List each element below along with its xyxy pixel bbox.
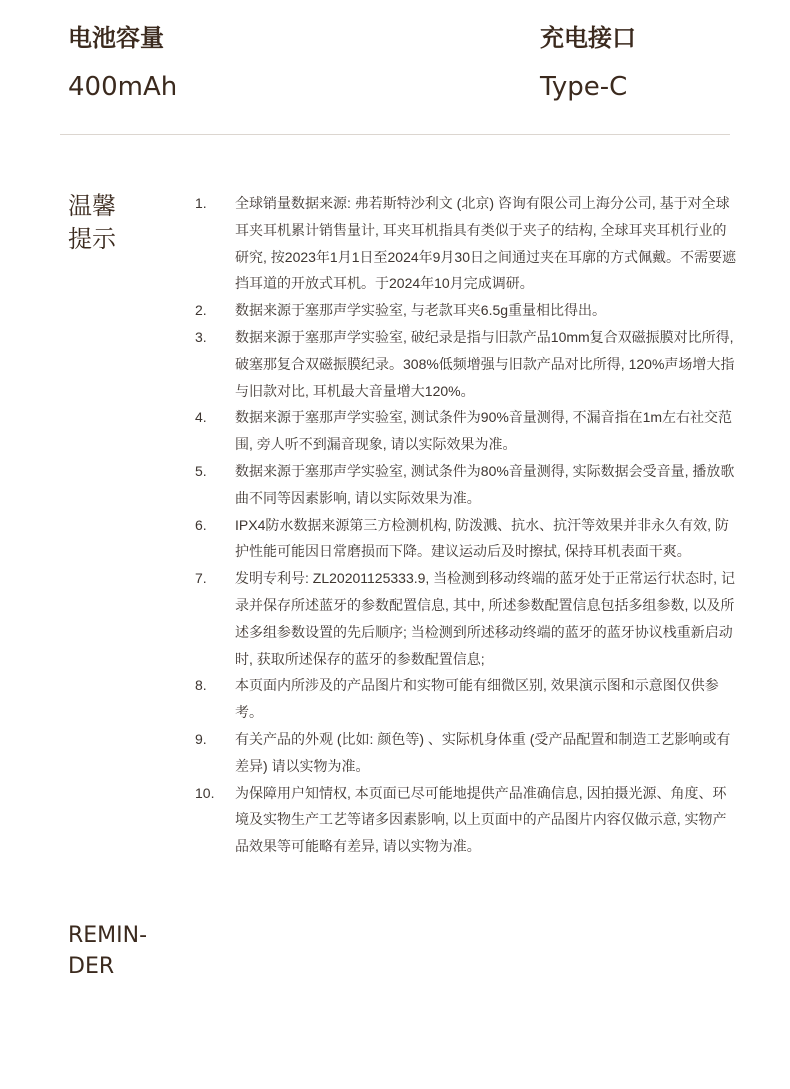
spec-charging-value: Type-C bbox=[540, 72, 628, 102]
notice-item-number: 1. bbox=[195, 195, 207, 211]
notice-item-text: IPX4防水数据来源第三方检测机构, 防泼溅、抗水、抗汗等效果并非永久有效, 防护性能可能因日常磨损而下降。建议运动后及时擦拭, 保持耳机表面干爽。 bbox=[235, 516, 729, 560]
notice-item-number: 2. bbox=[195, 302, 207, 319]
spec-battery-title: 电池容量 bbox=[68, 24, 164, 52]
notice-item bbox=[195, 780, 740, 860]
notice-item-text: 全球销量数据来源: 弗若斯特沙利文 (北京) 咨询有限公司上海分公司, 基于对全球耳夹耳机累计销售量计, 耳夹耳机指具有类似于夹子的结构, 全球耳夹耳机行业的研究, 按2023年1月1日至2024年9月30日之间通过夹在耳廓的方式佩戴。不需要遮挡耳道的开放式耳机。于2024年10月完成调研。 bbox=[235, 195, 736, 292]
notice-item-text: 有关产品的外观 (比如: 颜色等) 、实际机身体重 (受产品配置和制造工艺影响或有差异) 请以实物为准。 bbox=[235, 730, 731, 774]
spec-charging bbox=[540, 22, 636, 104]
notice-item bbox=[195, 324, 740, 404]
notice-item bbox=[195, 458, 740, 512]
notice-item-text: 本页面内所涉及的产品图片和实物可能有细微区别, 效果演示图和示意图仅供参考。 bbox=[235, 677, 719, 721]
notice-item-number: 10. bbox=[195, 784, 215, 801]
notice-item bbox=[195, 190, 740, 297]
notice-item-number: 9. bbox=[195, 730, 207, 747]
reminder-heading bbox=[68, 920, 147, 982]
notice-item bbox=[195, 404, 740, 458]
notice-item-number: 5. bbox=[195, 462, 207, 479]
notice-title-line1: 温馨 bbox=[68, 192, 116, 220]
notice-item bbox=[195, 297, 740, 324]
notice-item bbox=[195, 672, 740, 726]
reminder-line1: REMIN- bbox=[68, 923, 148, 948]
spec-charging-title: 充电接口 bbox=[540, 24, 636, 52]
spec-battery bbox=[68, 22, 177, 104]
notice-item-text: 数据来源于塞那声学实验室, 破纪录是指与旧款产品10mm复合双磁振膜对比所得, 破塞那复合双磁振膜纪录。308%低频增强与旧款产品对比所得, 120%声场增大指与旧款对比, 耳机最大音量增大120%。 bbox=[235, 328, 735, 399]
notice-title-line2: 提示 bbox=[68, 225, 116, 253]
notice-item-number: 7. bbox=[195, 570, 207, 587]
notice-item-text: 数据来源于塞那声学实验室, 测试条件为80%音量测得, 实际数据会受音量, 播放歌曲不同等因素影响, 请以实际效果为准。 bbox=[235, 462, 735, 506]
notice-item-number: 3. bbox=[195, 328, 207, 345]
notice-title bbox=[68, 190, 138, 256]
notice-item bbox=[195, 512, 740, 566]
notice-item-number: 4. bbox=[195, 409, 207, 426]
divider bbox=[60, 134, 730, 135]
reminder-line2: DER bbox=[68, 954, 115, 979]
notice-list bbox=[195, 190, 740, 860]
notice-item-text: 发明专利号: ZL20201125333.9, 当检测到移动终端的蓝牙处于正常运行状态时, 记录并保存所述蓝牙的参数配置信息, 其中, 所述参数配置信息包括多组参数, 以及所述多组参数设置的先后顺序; 当检测到所述移动终端的蓝牙的蓝牙协议栈重新启动时, 获取所述保存的蓝牙的参数配置信息; bbox=[235, 570, 735, 667]
notice-item bbox=[195, 565, 740, 672]
notice-item bbox=[195, 726, 740, 780]
notice-item-number: 8. bbox=[195, 677, 207, 694]
spec-battery-value: 400mAh bbox=[68, 72, 178, 102]
notice-item-text: 数据来源于塞那声学实验室, 与老款耳夹6.5g重量相比得出。 bbox=[235, 302, 607, 319]
notice-item-text: 数据来源于塞那声学实验室, 测试条件为90%音量测得, 不漏音指在1m左右社交范围, 旁人听不到漏音现象, 请以实际效果为准。 bbox=[235, 409, 733, 453]
notice-item-number: 6. bbox=[195, 516, 207, 533]
notice-item-text: 为保障用户知情权, 本页面已尽可能地提供产品准确信息, 因拍摄光源、角度、环境及实物生产工艺等诸多因素影响, 以上页面中的产品图片内容仅做示意, 实物产品效果等可能略有差异, 请以实物为准。 bbox=[235, 784, 727, 855]
